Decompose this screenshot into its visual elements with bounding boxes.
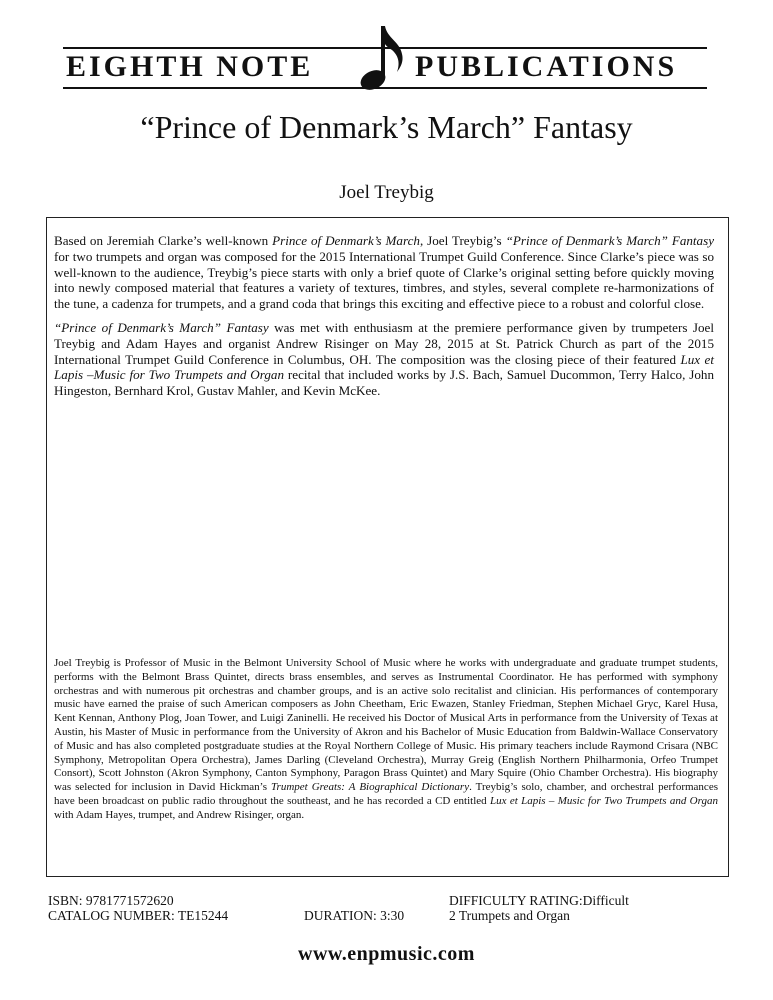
description-paragraph-1: Based on Jeremiah Clarke’s well-known Prince of Denmark’s March, Joel Treybig’s “Prince of Denmark’s March” Fantasy for two trumpets and organ was composed for the 2015 International Trumpet Guild Conference. Since Clarke’s piece was so well-known to the audience, Treybig’s piece starts with only a brief quote of Clarke’s original setting before quickly moving into newly composed material that features a variety of textures, timbres, and styles, several complete re-harmonizations of the tune, a cadenza for trumpets, and a grand coda that brings this exciting and effective piece to a robust and colorful close.: [54, 233, 715, 312]
duration: DURATION: 3:30: [304, 908, 405, 923]
biography-paragraph: Joel Treybig is Professor of Music in the Belmont University School of Music where he works with undergraduate and graduate trumpet students, performs with the Belmont Brass Quintet, directs brass ensembles, and serves as Instrumental Coordinator. He has performed with symphony orchestras and with numerous pit orchestras and chamber groups, and is an active solo recitalist and clinician. His performances of contemporary music have earned the praise of such American composers as John Cheetham, Eric Ewazen, Stanley Friedman, Stephen Michael Gryc, Karel Husa, Kent Kennan, Anthony Plog, Joan Tower, and Luigi Zaninelli. He received his Doctor of Musical Arts in performance from the University of Texas at Austin, his Master of Music in performance from the University of Akron and his Bachelor of Music Education from Baldwin-Wallace Conservatory of Music and has also completed postgraduate studies at the Royal Northern College of Music. His primary teachers include Raymond Crisara (NBC Symphony, Metropolitan Opera Orchestra), James Darling (Cleveland Orchestra), Murray Greig (English Northern Philharmonia, Orfeo Trumpet Consort), Scott Johnston (Akron Symphony, Canton Symphony, Paragon Brass Quintet) and Mary Squire (Ohio Chamber Orchestra). His biography was selected for inclusion in David Hickman’s Trumpet Greats: A Biographical Dictionary. Treybig’s solo, chamber, and orchestral performances have been broadcast on public radio throughout the southeast, and he has recorded a CD entitled Lux et Lapis – Music for Two Trumpets and Organ with Adam Hayes, trumpet, and Andrew Risinger, organ.: [54, 657, 718, 821]
isbn: ISBN: 9781771572620: [48, 893, 174, 908]
piece-title: “Prince of Denmark’s March” Fantasy: [140, 109, 633, 145]
catalog-number: CATALOG NUMBER: TE15244: [48, 908, 229, 923]
website-link[interactable]: www.enpmusic.com: [298, 943, 475, 965]
eighth-note-icon: [354, 22, 414, 92]
instrumentation: 2 Trumpets and Organ: [449, 908, 570, 923]
piece-description: [54, 233, 714, 407]
publisher-header: [0, 0, 773, 100]
difficulty-rating: DIFFICULTY RATING:Difficult: [449, 893, 629, 908]
description-paragraph-2: “Prince of Denmark’s March” Fantasy was met with enthusiasm at the premiere performance given by trumpeters Joel Treybig and Adam Hayes and organist Andrew Risinger on May 28, 2015 at St. Patrick Church as part of the 2015 International Trumpet Guild Conference in Columbus, OH. The composition was the closing piece of their featured Lux et Lapis –Music for Two Trumpets and Organ recital that included works by J.S. Bach, Samuel Ducommon, Terry Halco, John Hingeston, Bernhard Krol, Gustav Mahler, and Kevin McKee.: [54, 319, 714, 399]
publisher-name-right: PUBLICATIONS: [415, 50, 678, 83]
composer-name: Joel Treybig: [339, 182, 434, 203]
composer-biography: [54, 657, 718, 823]
publisher-name-left: EIGHTH NOTE: [66, 50, 314, 83]
